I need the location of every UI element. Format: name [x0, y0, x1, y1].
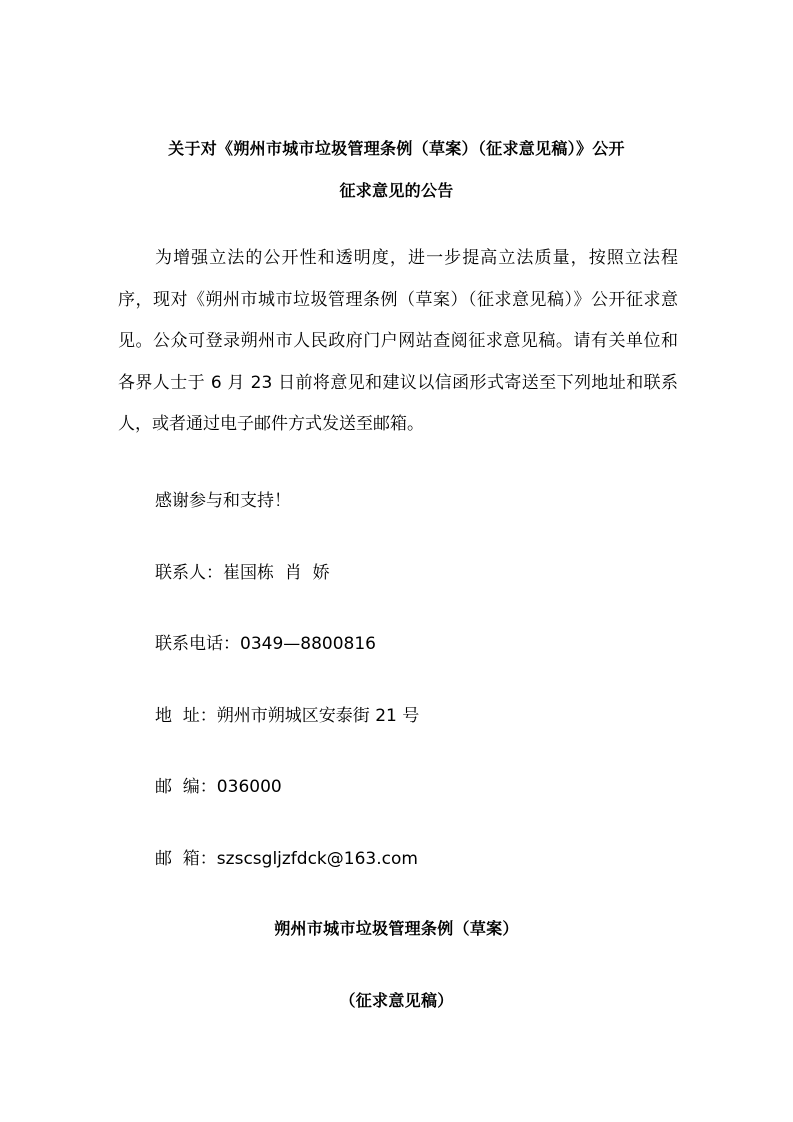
- thanks-line: 感谢参与和支持！: [155, 491, 291, 511]
- regulation-title: 朔州市城市垃圾管理条例（草案）: [274, 919, 519, 938]
- email-line: 邮 箱：szscsgljzfdck@163.com: [155, 849, 418, 869]
- address-line: 地 址：朔州市朔城区安泰街 21 号: [155, 706, 420, 726]
- notice-title-line-2: 征求意见的公告: [339, 181, 454, 200]
- regulation-subtitle: （征求意见稿）: [339, 991, 454, 1010]
- contact-person-line: 联系人：崔国栋 肖 娇: [155, 563, 330, 583]
- notice-title-line-1: 关于对《朔州市城市垃圾管理条例（草案）（征求意见稿）》公开: [168, 139, 625, 158]
- contact-phone-line: 联系电话：0349—8800816: [155, 634, 376, 654]
- postcode-line: 邮 编：036000: [155, 777, 282, 797]
- notice-body-paragraph: 为增强立法的公开性和透明度，进一步提高立法质量，按照立法程序，现对《朔州市城市垃圾管理条例（草案）（征求意见稿）》公开征求意见。公众可登录朔州市人民政府门户网站查阅征求意见稿。请有关单位和各界人士于 6 月 23 日前将意见和建议以信函形式寄送至下列地址和联系人，或者通过电子邮件方式发送至邮箱。: [118, 248, 678, 434]
